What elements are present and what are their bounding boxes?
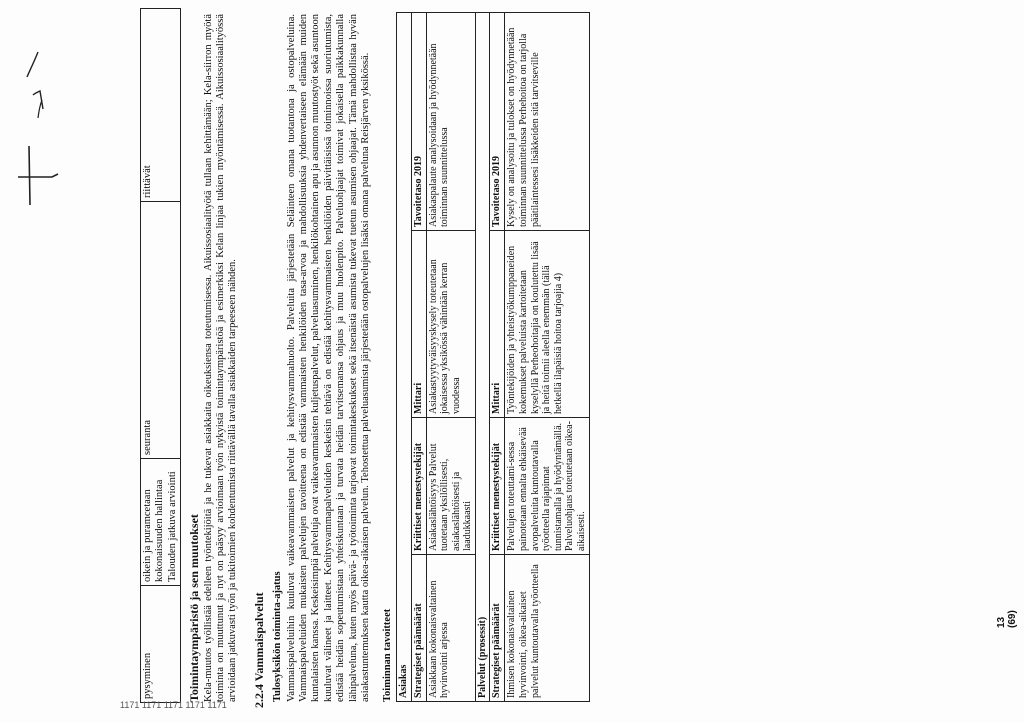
top-table: [140, 8, 181, 703]
table-cell: Asiakaslähtöisyys Palvelut tuotetaan yksilöllisesti, asiakaslähtöisesti ja laadukkaasti: [426, 418, 475, 555]
group-label: Asiakas: [396, 13, 411, 702]
page-number: 13 (69): [996, 610, 1018, 628]
footer-code: 1171 1171 1171 1171 1171: [120, 700, 227, 710]
group-label: Palvelut (prosessit): [475, 13, 490, 702]
table-header-row: [490, 13, 505, 702]
table-cell: Asiakaspalaute analysoidaan ja hyödynnetään toiminnan suunnittelussa: [426, 13, 475, 231]
table-header-row: [411, 13, 426, 702]
column-header: Tavoitetaso 2019: [490, 13, 505, 231]
table-cell: Asiakastyytyväisyyskysely toteutetaan jokaisessa yksikössä vähintään kerran vuodessa: [426, 231, 475, 418]
handwritten-mark: [0, 0, 110, 230]
table-row: [396, 13, 411, 702]
column-header: Kriittiset menestystekijät: [490, 418, 505, 555]
mission-title: Tulosyksikön toiminta-ajatus: [272, 571, 284, 702]
table-cell: seuranta: [141, 202, 181, 459]
table-row: [141, 9, 181, 703]
mission-text: Vammaispalveluihin kuuluvat vaikeavammaisten palvelut ja kehitysvammahuolto. Palveluita järjestetään Seläinteen omana tuotantona ja ostopalveluina. Vammaispalveluiden mukaisten palvelujen tavoitteena on edistää vammaisten henkilöiden tasa-arvoa ja mahdollisuuksia yhdenvertaiseen elämään muiden kuntalaisten kanssa. Keskeisimpiä palveluja ovat vaikeavammaisten kuljetuspalvelut, palveluasuminen, henkilökohtainen apu ja asunnon muutostyöt sekä asuntoon kuuluvat välineet ja laitteet. Kehitysvammapalveluiden keskeisin tehtävä on edistää kehitysvammaisten henkilöiden päivittäisissä toiminnoissa suoriutumista, edistää heidän sopeutumistaan yhteiskuntaan ja turvata heidän tarvitsemansa ohjaus ja muu huolenpito. Palveluohjaajat toimivat jokaisella paikkakunnalla lähipalveluna, kuten myös päivä- ja työtoiminta tarjoavat toimintakeskukset sekä itsenäistä asumista tukevat tuetun asumisen ohjaajat. Tämä mahdollistaa hyvän asiakastuntemuksen kautta oikea-aikaisen palvelun. Tehostettua palveluasumista järjestetään ostopalvelujen lisäksi omana palveluna Reisjärven yksikössä.: [285, 14, 372, 702]
table-row: [505, 13, 589, 702]
table-cell: Ihmisen kokonaisvaltainen hyvinvointi, oikea-aikaiset palvelut kuntoutavalla työotteella: [505, 555, 589, 702]
document-body: [140, 8, 590, 708]
table-cell: Kysely on analysoitu ja tulokset on hyödynnetään toiminnan suunnittelussa Perhehoitoa on tarjolla päätilaintessesi lisäkkeiden sitä tarvitseville: [505, 13, 589, 231]
section-title: 2.2.4 Vammaispalvelut: [251, 592, 266, 708]
column-header: Kriittiset menestystekijät: [411, 418, 426, 555]
table-cell: pysyminen: [141, 586, 181, 703]
column-header: Mittari: [490, 231, 505, 418]
column-header: Mittari: [411, 231, 426, 418]
column-header: Tavoitetaso 2019: [411, 13, 426, 231]
environment-text: Kela-muutos työllistää edelleen työntekijöitä ja he tukevat asiakkaita oikeuksiensa toteutumisessa. Aikuissosiaalityötä tullaan kehittämään; Kela-siirron myötä toiminta on muuttunut ja nyt on paäsyy arvioimaan työn nykyistä toimintaympäristöä ja esimerkiksi Kelan linjaa tukien myöntämisessä. Aikuissosiaalityössä arvioidaan jatkuvasti työn ja tukitoimien kohdentumista riittävällä tavalla asiakkaiden tarpeeseen nähden.: [202, 14, 239, 702]
environment-title: Toimintaympäristö ja sen muutokset: [187, 514, 202, 702]
table-cell: riittävät: [141, 9, 181, 202]
table-cell: Palvelujen toteuttami-sessa painotetaan ennalta ehkäisevää avopalveluita kuntoutavalla työotteella rajapinnat tunnistamalla ja hyödyntämällä. Palveluohjaus toteutetaan oikea-aikaisesti.: [505, 418, 589, 555]
table-row: [426, 13, 475, 702]
goals-title: Toiminnan tavoitteet: [381, 608, 393, 702]
table-cell: Työntekijöiden ja yhteistyökumppaneiden kokemukset palveluista kartoitetaan kyselyllä Perheohoitajia on koulutettu lisää ja heitä toimii aleella enemmän (tällä hetkellä ilapäisiä hoitoa tarjoajia 4): [505, 231, 589, 418]
table-cell: oikein ja puramcetaan kokonaisuuden hallintaa Talouden jatkuva arviointi: [141, 459, 181, 586]
table-row: [475, 13, 490, 702]
table-cell: Asiakkaan kokonaisvaltainen hyvinvointi arjessa: [426, 555, 475, 702]
column-header: Strategiset päämäärät: [411, 555, 426, 702]
column-header: Strategiset päämäärät: [490, 555, 505, 702]
goals-table: [396, 12, 590, 702]
